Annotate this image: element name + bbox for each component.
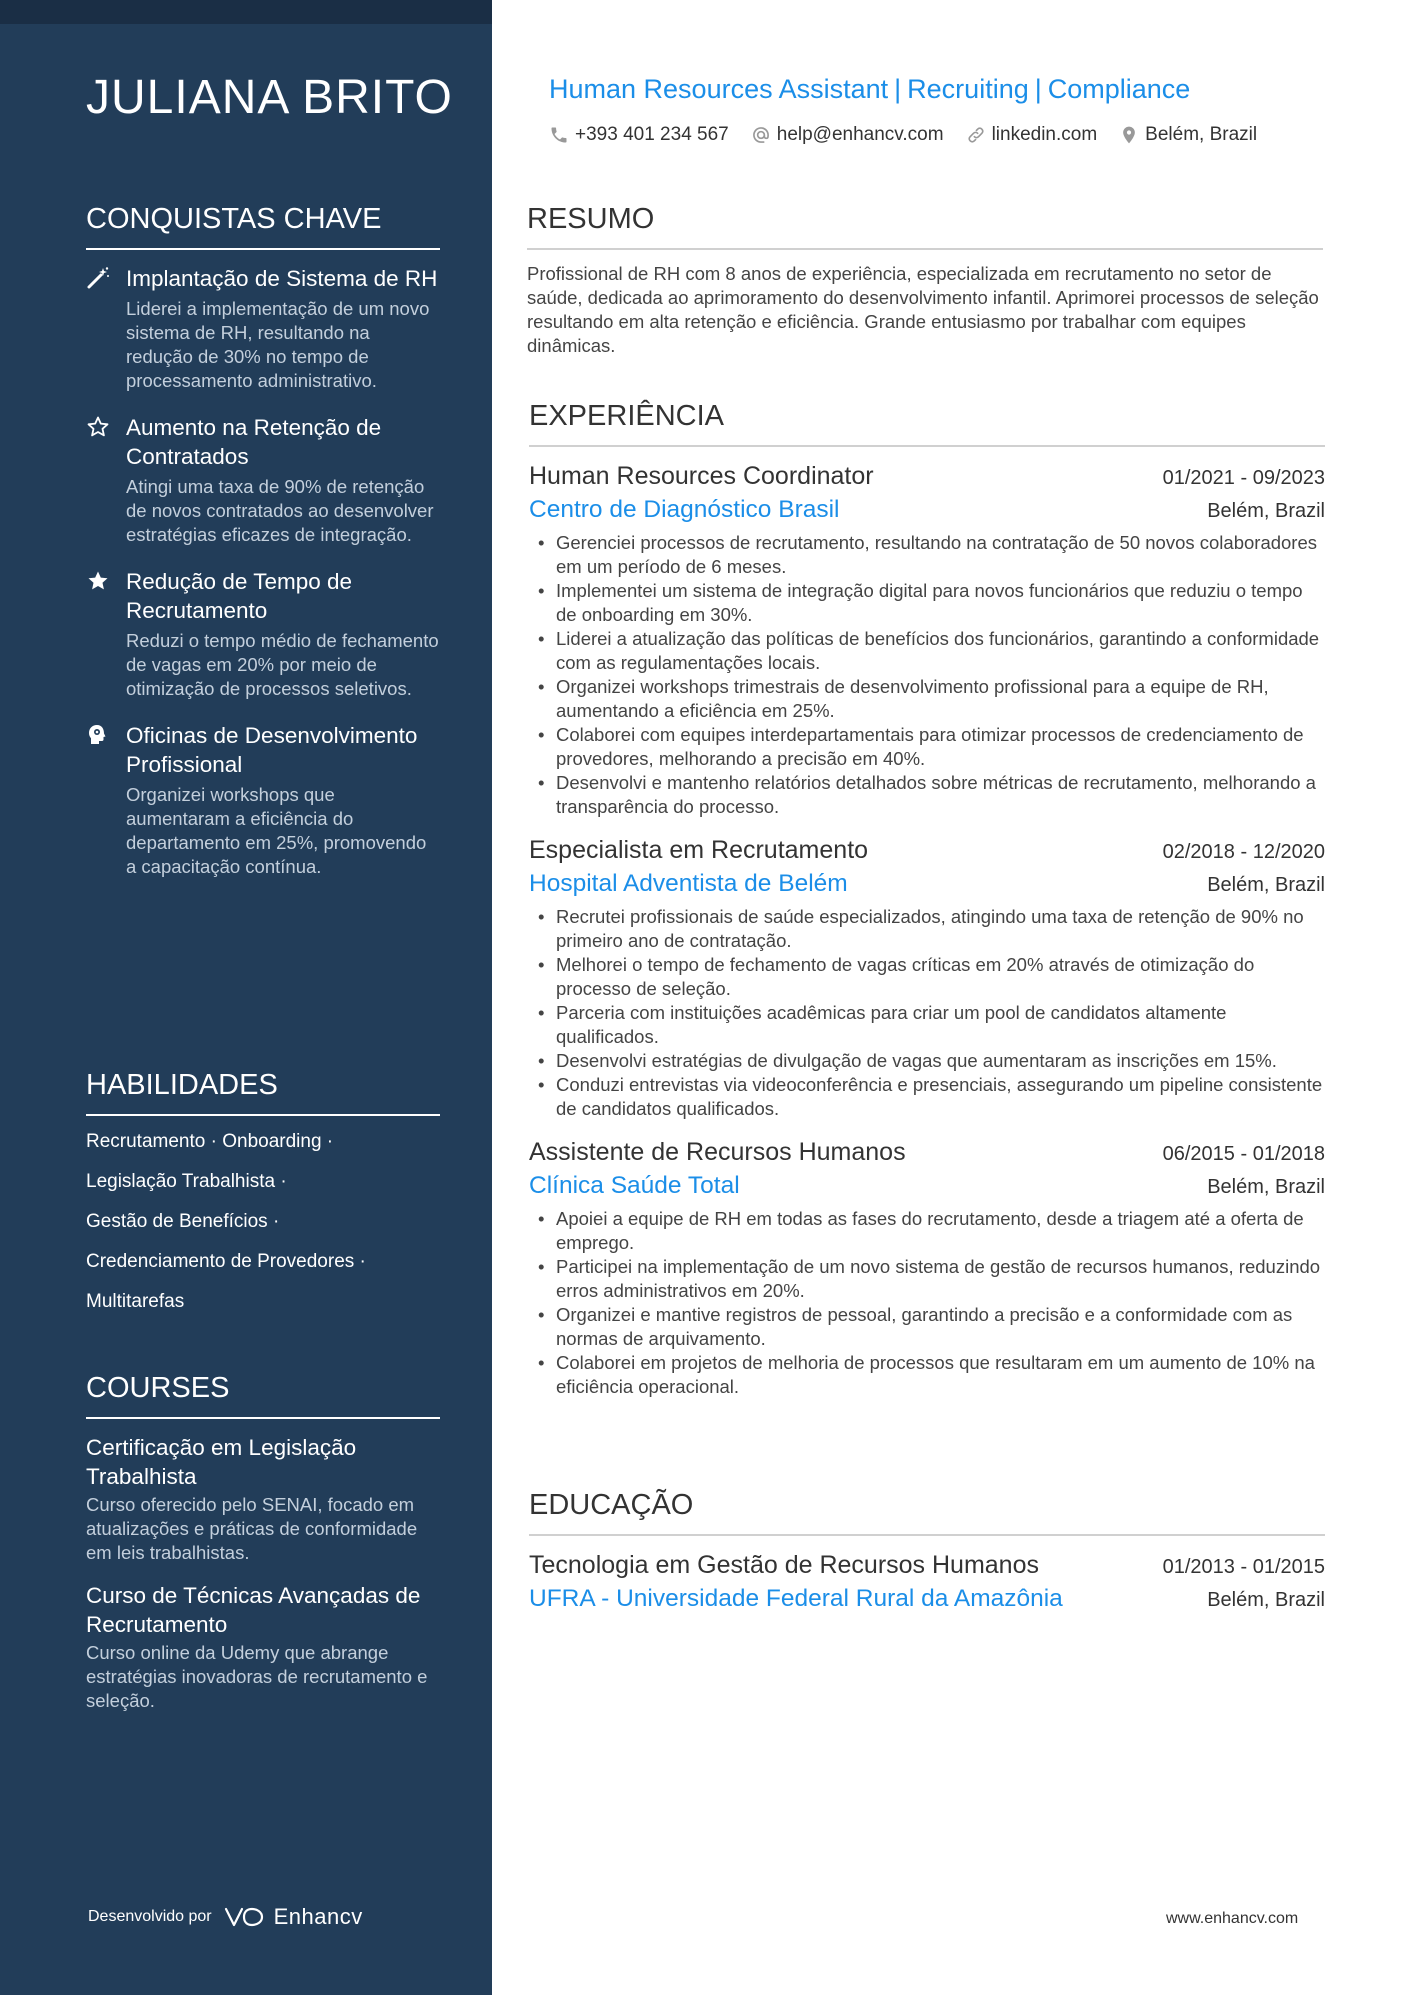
summary-text: Profissional de RH com 8 anos de experiência, especializada em recrutamento no setor de saúde, dedicada ao aprimoramento do desenvolvimento infantil. Aprimorei processos de seleção resultando em alta retenção e eficiência. Grande entusiasmo por trabalhar com equipes dinâmicas. [527,263,1319,356]
school-name: UFRA - Universidade Federal Rural da Amazônia [529,1585,1063,1612]
job-bullet: • Apoiei a equipe de RH em todas as fases do recrutamento, desde a triagem até a oferta de emprego. [529,1207,1325,1255]
experience-heading: EXPERIÊNCIA [529,400,1325,447]
headline-skill: Recruiting [907,74,1029,104]
job-bullet: • Desenvolvi e mantenho relatórios detalhados sobre métricas de recrutamento, melhorando a transparência do processo. [529,771,1325,819]
phone-icon [549,125,569,145]
star-outline-icon [86,415,110,439]
job-title: Especialista em Recrutamento [529,836,869,864]
at-icon [751,125,771,145]
achievement-item [86,567,440,701]
achievement-description: Atingi uma taxa de 90% de retenção de novos contratados ao desenvolver estratégias eficazes de integração. [126,476,434,545]
skill-line: Legislação Trabalhista · [86,1171,287,1192]
linkedin-text: linkedin.com [991,124,1098,145]
skill-line: Gestão de Benefícios · [86,1211,280,1232]
job-bullet: • Participei na implementação de um novo sistema de gestão de recursos humanos, reduzindo erros administrativos em 20%. [529,1255,1325,1303]
contact-linkedin[interactable] [966,124,1098,146]
job-company: Clínica Saúde Total [529,1172,740,1199]
job-bullet: • Gerenciei processos de recrutamento, resultando na contratação de 50 novos colaboradores em um período de 6 meses. [529,531,1325,579]
sidebar [0,0,492,1995]
job-location: Belém, Brazil [1207,1176,1325,1198]
job-title: Human Resources Coordinator [529,462,874,490]
achievements-section [86,203,440,899]
job-bullet: • Recrutei profissionais de saúde especializados, atingindo uma taxa de retenção de 90% no primeiro ano de contratação. [529,905,1325,953]
degree-title: Tecnologia em Gestão de Recursos Humanos [529,1551,1039,1579]
contact-bar [549,124,1257,146]
achievement-title: Aumento na Retenção de Contratados [126,415,382,469]
course-item [86,1581,440,1713]
powered-by-label: Desenvolvido por [88,1908,212,1925]
courses-section [86,1372,440,1729]
website-link[interactable]: www.enhancv.com [1166,1910,1299,1927]
job-entry [529,1135,1325,1399]
contact-email[interactable] [751,124,944,146]
job-bullet: • Liderei a atualização das políticas de benefícios dos funcionários, garantindo a conformidade com as regulamentações locais. [529,627,1325,675]
skills-heading: HABILIDADES [86,1069,440,1116]
course-description: Curso online da Udemy que abrange estratégias inovadoras de recrutamento e seleção. [86,1642,428,1711]
course-description: Curso oferecido pelo SENAI, focado em atualizações e práticas de conformidade em leis trabalhistas. [86,1494,418,1563]
job-company: Centro de Diagnóstico Brasil [529,496,840,523]
head-idea-icon [86,723,110,747]
achievement-title: Oficinas de Desenvolvimento Profissional [126,723,418,777]
skill-line: Multitarefas [86,1291,185,1312]
course-title: Curso de Técnicas Avançadas de Recrutamento [86,1583,421,1637]
enhancv-logo[interactable] [222,1904,363,1930]
contact-location [1119,124,1257,146]
contact-phone[interactable] [549,124,729,146]
job-bullets [529,531,1325,819]
link-icon [966,125,986,145]
job-dates: 01/2021 - 09/2023 [1162,467,1325,489]
job-bullet: • Parceria com instituições acadêmicas para criar um pool de candidatos altamente qualificados. [529,1001,1325,1049]
job-bullet: • Colaborei com equipes interdepartamentais para otimizar processos de credenciamento de provedores, melhorando a precisão em 40%. [529,723,1325,771]
email-text: help@enhancv.com [776,124,944,145]
course-item [86,1433,440,1565]
job-bullet: • Conduzi entrevistas via videoconferência e presenciais, assegurando um pipeline consistente de candidatos qualificados. [529,1073,1325,1121]
job-location: Belém, Brazil [1207,874,1325,896]
job-bullet: • Desenvolvi estratégias de divulgação de vagas que aumentaram as inscrições em 15%. [529,1049,1325,1073]
job-dates: 06/2015 - 01/2018 [1162,1143,1325,1165]
education-heading: EDUCAÇÃO [529,1489,1325,1536]
job-bullet: • Colaborei em projetos de melhoria de processos que resultaram em um aumento de 10% na eficiência operacional. [529,1351,1325,1399]
job-title: Assistente de Recursos Humanos [529,1138,906,1166]
job-bullets [529,905,1325,1121]
skills-section [86,1069,440,1330]
enhancv-logo-icon [222,1905,266,1929]
sidebar-top-bar [0,0,492,24]
candidate-name: JULIANA BRITO [86,71,453,124]
achievement-description: Organizei workshops que aumentaram a eficiência do departamento em 25%, promovendo a capacitação contínua. [126,784,427,877]
summary-section [527,203,1323,358]
achievement-item [86,721,440,879]
location-text: Belém, Brazil [1145,124,1258,145]
job-bullets [529,1207,1325,1399]
star-filled-icon [86,569,110,593]
achievement-item [86,413,440,547]
achievement-title: Redução de Tempo de Recrutamento [126,569,352,623]
headline-role: Human Resources Assistant [549,74,889,104]
summary-heading: RESUMO [527,203,1323,250]
course-title: Certificação em Legislação Trabalhista [86,1435,357,1489]
job-bullet: • Organizei workshops trimestrais de desenvolvimento profissional para a equipe de RH, aumentando a eficiência em 25%. [529,675,1325,723]
powered-by [88,1904,363,1930]
education-entry [529,1548,1325,1616]
education-dates: 01/2013 - 01/2015 [1162,1556,1325,1578]
headline-skill: Compliance [1047,74,1191,104]
magic-wand-icon [86,266,110,290]
courses-heading: COURSES [86,1372,440,1419]
education-location: Belém, Brazil [1207,1589,1325,1611]
location-pin-icon [1119,125,1139,145]
education-section [529,1489,1325,1630]
job-bullet: • Organizei e mantive registros de pessoal, garantindo a precisão e a conformidade com as normas de arquivamento. [529,1303,1325,1351]
phone-text: +393 401 234 567 [575,124,729,145]
achievement-title: Implantação de Sistema de RH [126,266,438,291]
achievement-item [86,264,440,393]
job-bullet: • Melhorei o tempo de fechamento de vagas críticas em 20% através de otimização do processo de seleção. [529,953,1325,1001]
headline-separator: | [1034,74,1042,104]
enhancv-brand-name: Enhancv [273,1904,363,1929]
skill-line: Credenciamento de Provedores · [86,1251,366,1272]
headline-separator: | [894,74,902,104]
achievement-description: Liderei a implementação de um novo sistema de RH, resultando na redução de 30% no tempo de processamento administrativo. [126,298,430,391]
job-location: Belém, Brazil [1207,500,1325,522]
skills-list [86,1130,440,1314]
achievements-heading: CONQUISTAS CHAVE [86,203,440,250]
job-company: Hospital Adventista de Belém [529,870,848,897]
skill-line: Recrutamento · Onboarding · [86,1131,334,1152]
experience-section [529,400,1325,1413]
job-entry [529,833,1325,1121]
job-entry [529,459,1325,819]
job-dates: 02/2018 - 12/2020 [1162,841,1325,863]
job-bullet: • Implementei um sistema de integração digital para novos funcionários que reduziu o tempo de onboarding em 30%. [529,579,1325,627]
achievement-description: Reduzi o tempo médio de fechamento de vagas em 20% por meio de otimização de processos seletivos. [126,630,439,699]
headline [549,74,1190,105]
